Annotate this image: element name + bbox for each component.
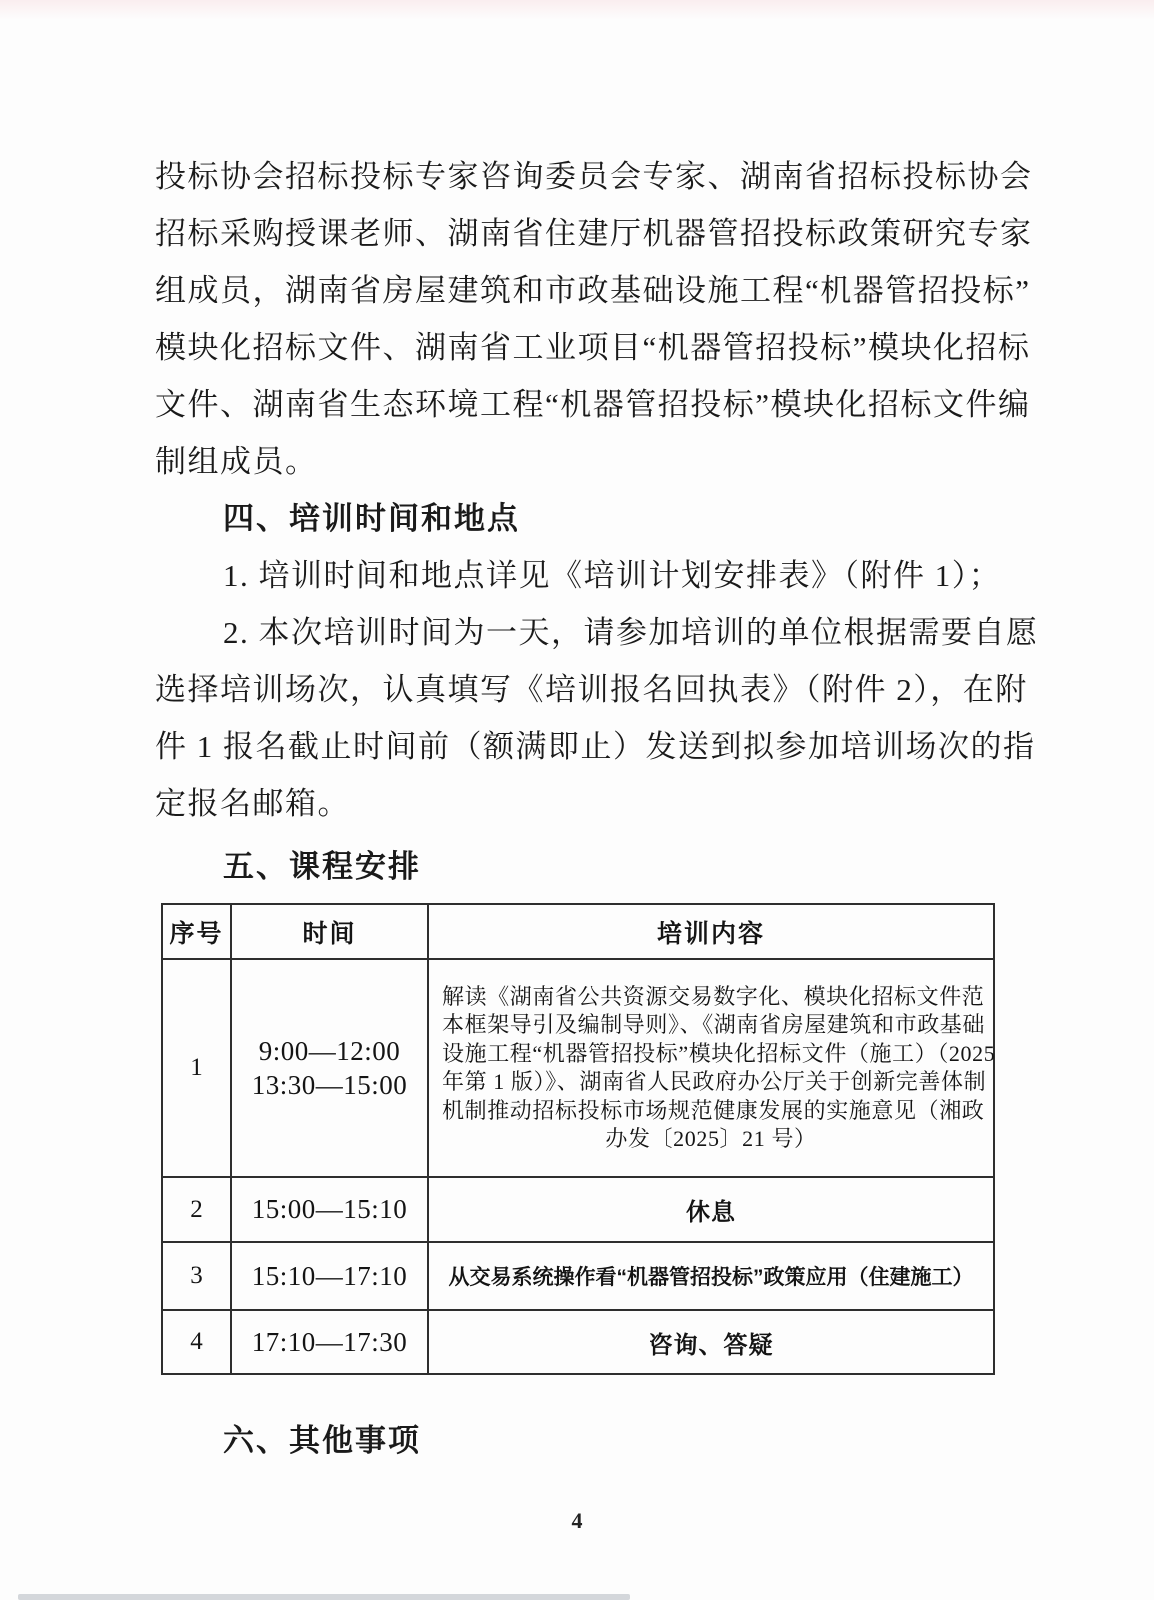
row3-time: 15:10—17:10: [231, 1242, 428, 1310]
row1-content-line: 本框架导引及编制导则》、《湖南省房屋建筑和市政基础: [442, 1012, 986, 1037]
row1-content-line: 机制推动招标投标市场规范健康发展的实施意见（湘政: [442, 1097, 985, 1123]
scan-edge-bar: [18, 1594, 630, 1600]
section4-item-1: 1. 培训时间和地点详见《培训计划安排表》（附件 1）；: [223, 558, 1002, 593]
row1-serial: 1: [162, 959, 231, 1177]
document-body: [155, 148, 1039, 1469]
paragraph-line: 组成员，湖南省房屋建筑和市政基础设施工程“机器管招投标”: [155, 273, 1031, 308]
row1-content: [428, 959, 994, 1177]
row4-time: 17:10—17:30: [231, 1310, 428, 1374]
paragraph-line: 招标采购授课老师、湖南省住建厅机器管招投标政策研究专家: [155, 216, 1033, 251]
row2-serial: 2: [162, 1177, 231, 1242]
scan-edge-tint: [0, 0, 1154, 20]
table-row: [162, 959, 994, 1177]
section4-item-2-line: 选择培训场次，认真填写《培训报名回执表》（附件 2），在附: [155, 672, 1028, 707]
paragraph-line: 文件、湖南省生态环境工程“机器管招投标”模块化招标文件编: [155, 387, 1031, 422]
row1-content-line: 年第 1 版）》、湖南省人民政府办公厅关于创新完善体制: [442, 1069, 987, 1094]
header-time: 时间: [231, 904, 428, 959]
paragraph-line: 模块化招标文件、湖南省工业项目“机器管招投标”模块化招标: [155, 330, 1031, 365]
header-serial: 序号: [162, 904, 231, 959]
row2-time: 15:00—15:10: [231, 1177, 428, 1242]
table-header-row: [162, 904, 994, 959]
page-number: 4: [571, 1508, 583, 1533]
row1-content-line: 解读《湖南省公共资源交易数字化、模块化招标文件范: [442, 983, 985, 1009]
section-heading-6: 六、其他事项: [223, 1423, 421, 1458]
header-content: 培训内容: [428, 904, 994, 959]
row1-content-line: 设施工程“机器管招投标”模块化招标文件（施工）（2025: [442, 1040, 996, 1066]
row1-time-morning: 9:00—12:00: [258, 1036, 401, 1066]
row3-serial: 3: [162, 1242, 231, 1310]
section-heading-4: 四、培训时间和地点: [223, 501, 520, 536]
section4-item-2-line: 件 1 报名截止时间前（额满即止）发送到拟参加培训场次的指: [155, 729, 1036, 764]
paragraph-line: 制组成员。: [155, 444, 318, 479]
section4-item-2-line: 定报名邮箱。: [155, 786, 350, 821]
row3-content: 从交易系统操作看“机器管招投标”政策应用（住建施工）: [428, 1242, 994, 1310]
section4-item-2-line: 2. 本次培训时间为一天，请参加培训的单位根据需要自愿: [223, 615, 1039, 650]
paragraph-line: 投标协会招标投标专家咨询委员会专家、湖南省招标投标协会: [155, 159, 1033, 194]
row2-content: 休息: [428, 1177, 994, 1242]
course-schedule-table: [161, 903, 995, 1375]
row1-content-line: 办发〔2025〕21 号）: [605, 1126, 817, 1151]
row1-time: [231, 959, 428, 1177]
table-row: [162, 1177, 994, 1242]
row4-content: 咨询、答疑: [428, 1310, 994, 1374]
row4-serial: 4: [162, 1310, 231, 1374]
section-heading-5: 五、课程安排: [223, 849, 421, 884]
table-row: [162, 1242, 994, 1310]
row1-time-afternoon: 13:30—15:00: [251, 1070, 408, 1100]
table-row: [162, 1310, 994, 1374]
